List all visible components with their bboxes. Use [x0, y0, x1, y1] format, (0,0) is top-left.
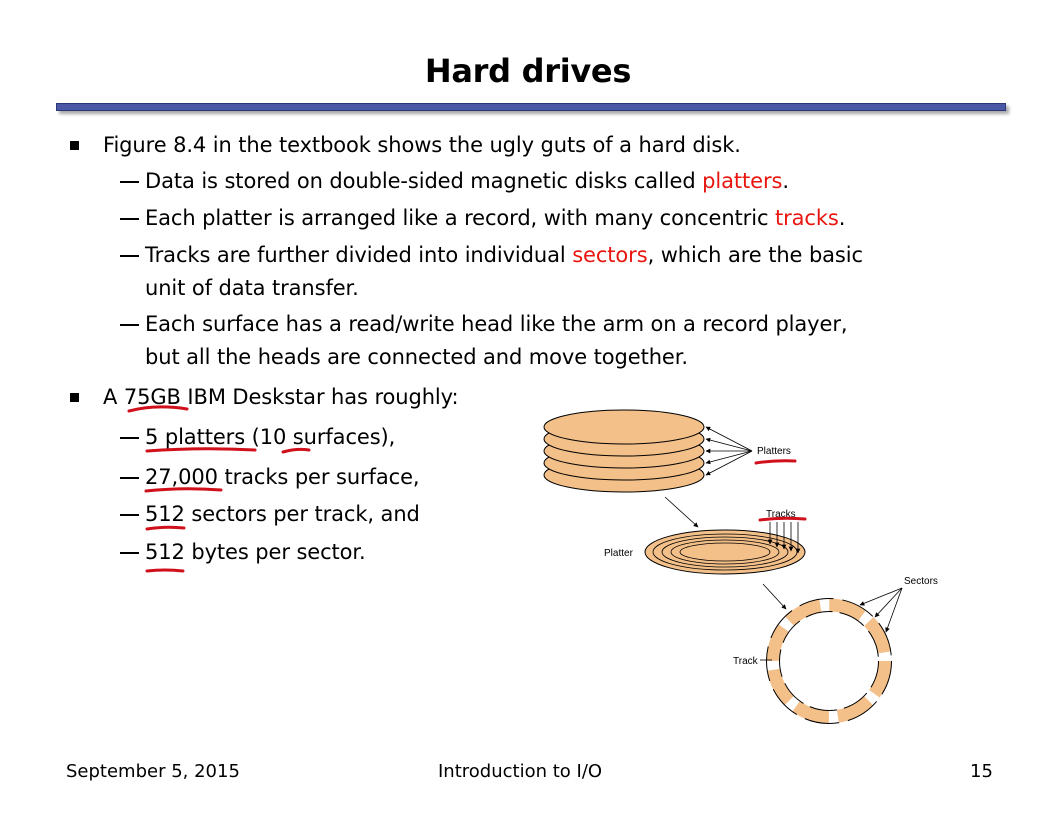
sub-bullet-text: 512 sectors per track, and [145, 502, 420, 526]
term-tracks: tracks [774, 206, 839, 230]
label-platters: Platters [757, 446, 791, 457]
term-sectors: sectors [572, 243, 648, 267]
track-sector-ring-inner [780, 612, 879, 711]
sub-bullet-continuation: unit of data transfer. [145, 276, 359, 300]
sub-bullet-text: Each surface has a read/write head like the arm on a record player, [145, 312, 848, 336]
stack-to-platter-arrow [665, 497, 698, 527]
page-number: 15 [970, 761, 993, 782]
term-platters: platters [702, 169, 783, 193]
platter-pointer-arrows [706, 427, 752, 475]
label-platter: Platter [604, 548, 633, 559]
bullet-text: A 75GB IBM Deskstar has roughly: [103, 385, 459, 409]
sub-bullet-text: Tracks are further divided into individual sectors, which are the basic [145, 243, 863, 267]
sub-bullet-text: Data is stored on double-sided magnetic disks called platters. [145, 169, 789, 193]
sub-bullet-text: 512 bytes per sector. [145, 540, 366, 564]
footer-course-title: Introduction to I/O [438, 761, 603, 782]
bullet-text: Figure 8.4 in the textbook shows the ugly guts of a hard disk. [103, 133, 741, 157]
label-tracks: Tracks [766, 509, 796, 520]
label-track: Track [733, 656, 758, 667]
sub-bullet-continuation: but all the heads are connected and move together. [145, 345, 688, 369]
track-sector-ring-outer [767, 599, 892, 724]
label-sectors: Sectors [904, 576, 938, 587]
platter-stack [544, 410, 704, 492]
slide-title: Hard drives [424, 52, 632, 90]
sub-bullet-text: 27,000 tracks per surface, [145, 465, 420, 489]
track-sector-ring [773, 605, 885, 717]
footer-date: September 5, 2015 [66, 761, 240, 782]
single-platter [645, 530, 805, 574]
sub-bullet-text: 5 platters (10 surfaces), [145, 425, 396, 449]
sub-bullet-text: Each platter is arranged like a record, with many concentric tracks. [145, 206, 846, 230]
platter-to-track-arrow [763, 584, 786, 609]
